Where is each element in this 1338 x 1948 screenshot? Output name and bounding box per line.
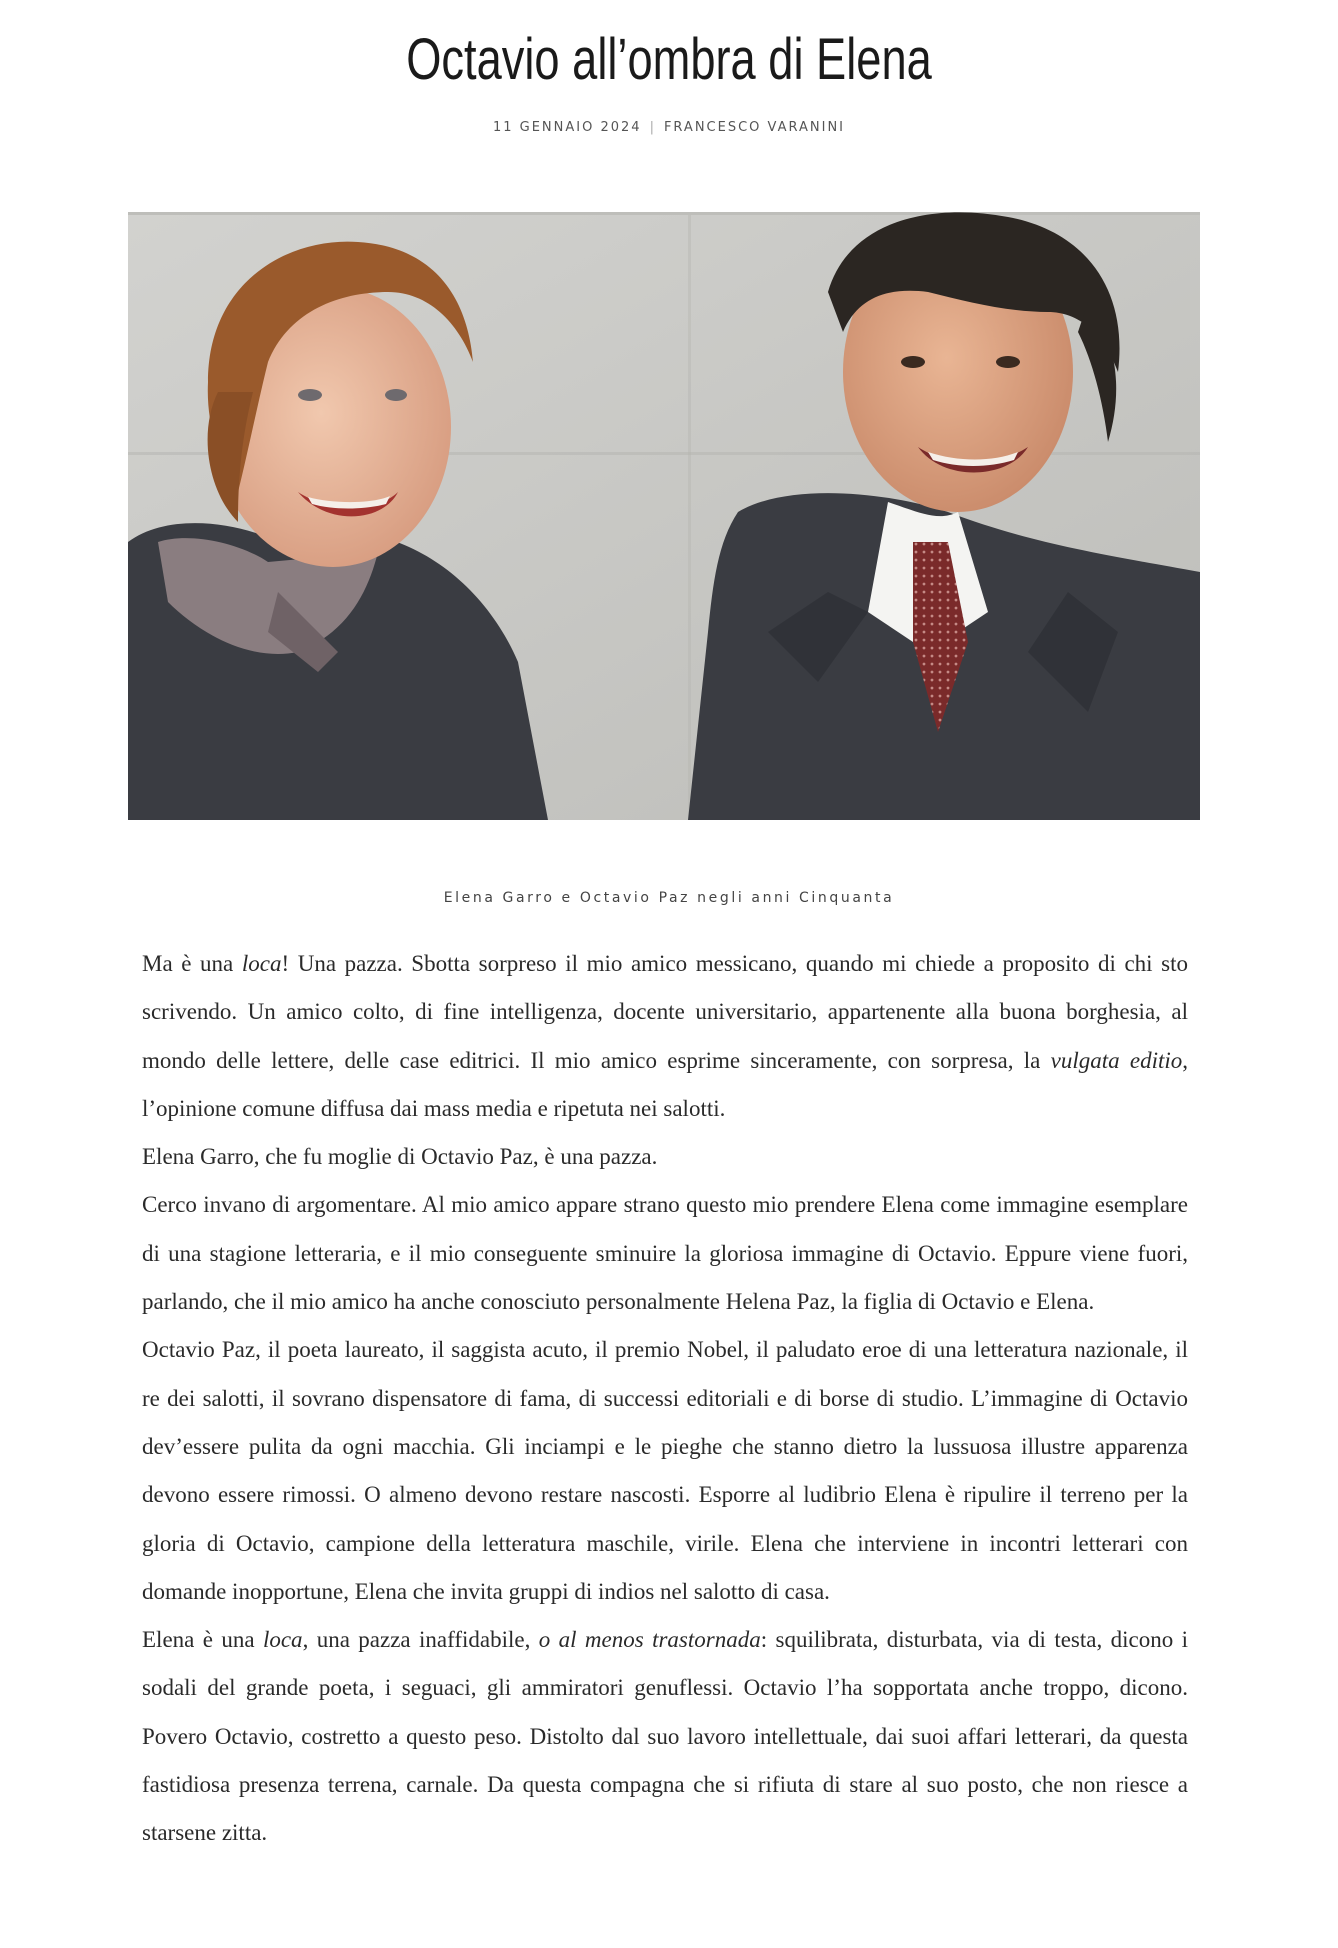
paragraph-1: Ma è una loca! Una pazza. Sbotta sorpreso il mio amico messicano, quando mi chiede a proposito di chi sto scrivendo. Un amico colto, di fine intelligenza, docente universitario, appartenente alla buona borghesia, al mondo delle lettere, delle case editrici. Il mio amico esprime sinceramente, con sorpresa, la vulgata editio, l’opinione comune diffusa dai mass media e ripetuta nei salotti.	[142, 951, 1188, 1121]
article-meta	[0, 118, 1338, 138]
italic-term: loca	[241, 951, 282, 976]
portrait-photo	[128, 212, 1200, 820]
publish-date[interactable]: 11 GENNAIO 2024	[492, 120, 642, 135]
image-caption: Elena Garro e Octavio Paz negli anni Cinquanta	[443, 890, 895, 906]
paragraph-3: Cerco invano di argomentare. Al mio amico appare strano questo mio prendere Elena come immagine esemplare di una stagione letteraria, e il mio conseguente sminuire la gloriosa immagine di Octavio. Eppure viene fuori, parlando, che il mio amico ha anche conosciuto personalmente Helena Paz, la figlia di Octavio e Elena.	[142, 1192, 1188, 1315]
featured-image	[128, 212, 1200, 820]
paragraph-5: Elena è una loca, una pazza inaffidabile, o al menos trastornada: squilibrata, disturbata, via di testa, dicono i sodali del grande poeta, i seguaci, gli ammiratori genuflessi. Octavio l’ha sopportata anche troppo, dicono. Povero Octavio, costretto a questo peso. Distolto dal suo lavoro intellettuale, dai suoi affari letterari, da questa fastidiosa presenza terrena, carnale. Da questa compagna che si rifiuta di stare al suo posto, che non riesce a starsene zitta.	[142, 1627, 1188, 1846]
author-name[interactable]: FRANCESCO VARANINI	[663, 120, 846, 135]
italic-term: loca	[262, 1627, 303, 1653]
paragraph-2: Elena Garro, che fu moglie di Octavio Paz, è una pazza.	[142, 1144, 658, 1170]
italic-term: vulgata editio	[1050, 1047, 1183, 1073]
paragraph-4: Octavio Paz, il poeta laureato, il saggista acuto, il premio Nobel, il paludato eroe di una letteratura nazionale, il re dei salotti, il sovrano dispensatore di fama, di successi editoriali e di borse di studio. L’immagine di Octavio dev’essere pulita da ogni macchia. Gli inciampi e le pieghe che stanno dietro la lussuosa illustre apparenza devono essere rimossi. O almeno devono restare nascosti. Esporre al ludibrio Elena è ripulire il terreno per la gloria di Octavio, campione della letteratura maschile, virile. Elena che interviene in incontri letterari con domande inopportune, Elena che invita gruppi di indios nel salotto di casa.	[142, 1337, 1188, 1604]
article-body	[142, 940, 1188, 1858]
meta-separator: |	[649, 120, 656, 135]
article-title: Octavio all’ombra di Elena	[406, 27, 932, 92]
italic-term: o al menos trastornada	[538, 1627, 761, 1653]
